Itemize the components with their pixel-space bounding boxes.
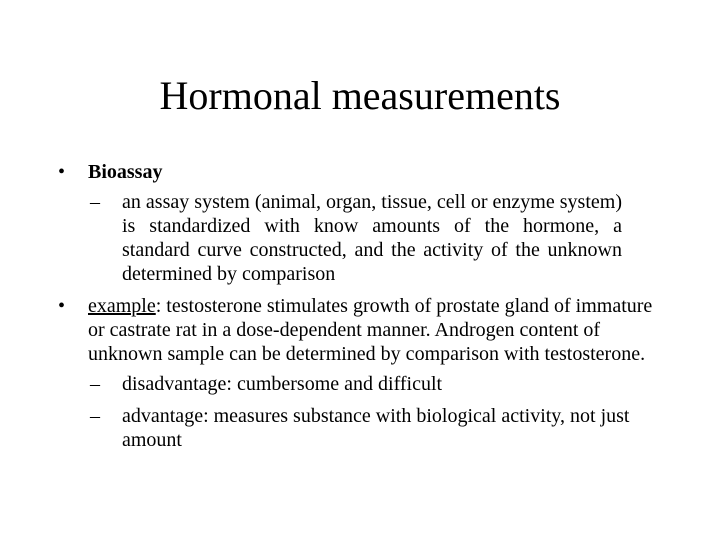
sub-bullet-bioassay-definition [90, 190, 658, 286]
sub-bullet-marker: – [90, 373, 100, 395]
bullet-bioassay [58, 160, 658, 184]
sub-bullet-advantage [90, 404, 658, 452]
sub-bullet-disadvantage [90, 372, 658, 396]
sub-bullet-text: an assay system (animal, organ, tissue, cell or enzyme system) is standardized with know amounts of the hormone, a standard curve constructed, and the activity of the unknown determined by comparison [122, 191, 622, 285]
bullet-marker: • [58, 161, 66, 183]
sub-bullet-text: advantage: measures substance with biological activity, not just amount [122, 405, 630, 451]
bullet-text: Bioassay [88, 161, 163, 183]
bullet-example [58, 294, 658, 366]
sub-bullet-text: disadvantage: cumbersome and difficult [122, 373, 443, 395]
bullet-text: : testosterone stimulates growth of prostate gland of immature or castrate rat in a dose-dependent manner. Androgen content of unknown sample can be determined by comparison with testosterone. [88, 295, 653, 365]
sub-bullet-marker: – [90, 405, 100, 427]
slide-content [58, 160, 658, 460]
slide-title: Hormonal measurements [159, 73, 561, 118]
bullet-marker: • [58, 295, 66, 317]
sub-bullet-marker: – [90, 191, 100, 213]
bullet-term: example [88, 295, 156, 317]
